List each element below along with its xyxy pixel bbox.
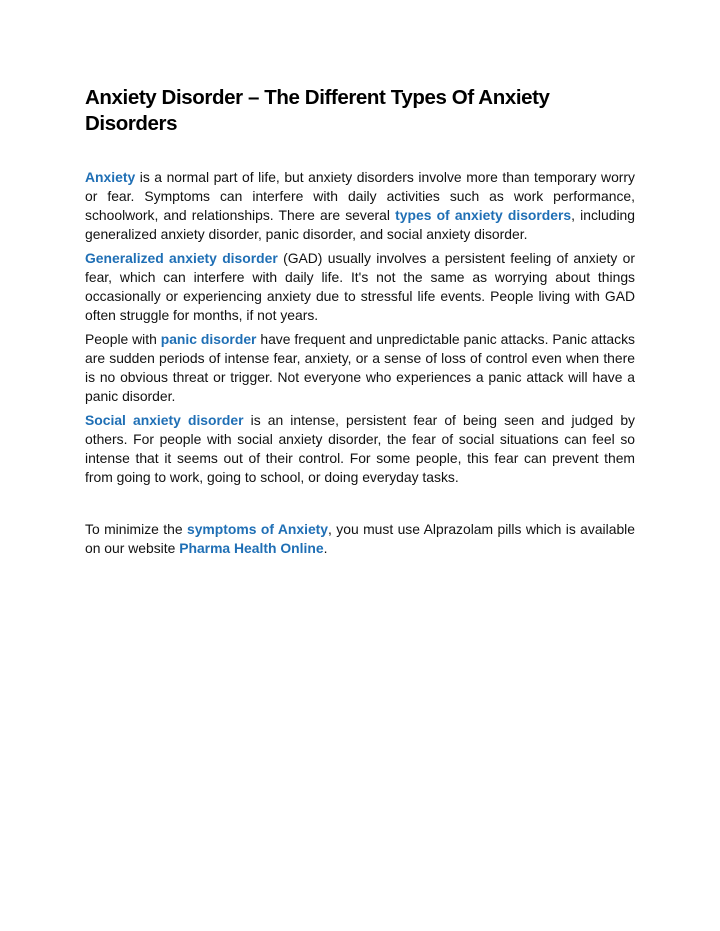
paragraph-text: People with <box>85 331 161 347</box>
paragraph-text: is a normal part of life, but anxiety disorders involve more than temporary worry or fear. Symptoms can interfere with daily activities such as work performance, schoolwork, and relationships. There are several <box>85 169 635 223</box>
paragraph-text: To minimize the <box>85 521 187 537</box>
link-social-anxiety-disorder[interactable]: Social anxiety disorder <box>85 412 244 428</box>
link-generalized-anxiety-disorder[interactable]: Generalized anxiety disorder <box>85 250 278 266</box>
paragraph-panic-disorder <box>85 330 635 406</box>
link-panic-disorder[interactable]: panic disorder <box>160 331 257 347</box>
page-title: Anxiety Disorder – The Different Types Of Anxiety Disorders <box>85 86 550 135</box>
link-pharma-health-online[interactable]: Pharma Health Online <box>179 540 324 556</box>
paragraph-text: , including generalized anxiety disorder, panic disorder, and social anxiety disorder. <box>85 207 635 242</box>
paragraph-text: , you must use Alprazolam pills which is available on our website <box>85 521 635 556</box>
document-body <box>85 85 635 558</box>
paragraph-text: have frequent and unpredictable panic attacks. Panic attacks are sudden periods of intense fear, anxiety, or a sense of loss of control even when there is no obvious threat or trigger. Not everyone who experiences a panic attack will have a panic disorder. <box>85 331 635 404</box>
paragraph-gad <box>85 249 635 325</box>
paragraph-text: . <box>323 540 328 556</box>
paragraph-social-anxiety <box>85 411 635 487</box>
paragraph-promotion <box>85 520 635 558</box>
paragraph-text: (GAD) usually involves a persistent feeling of anxiety or fear, which can interfere with daily life. It's not the same as worrying about things occasionally or experiencing anxiety due to stressful life events. People living with GAD often struggle for months, if not years. <box>85 250 635 323</box>
link-types-of-anxiety-disorders[interactable]: types of anxiety disorders <box>395 207 572 223</box>
link-anxiety[interactable]: Anxiety <box>85 169 136 185</box>
paragraph-anxiety <box>85 168 635 244</box>
link-symptoms-of-anxiety[interactable]: symptoms of Anxiety <box>186 521 329 537</box>
paragraph-text: is an intense, persistent fear of being seen and judged by others. For people with social anxiety disorder, the fear of social situations can feel so intense that it seems out of their control. For some people, this fear can prevent them from going to work, going to school, or doing everyday tasks. <box>85 412 636 485</box>
